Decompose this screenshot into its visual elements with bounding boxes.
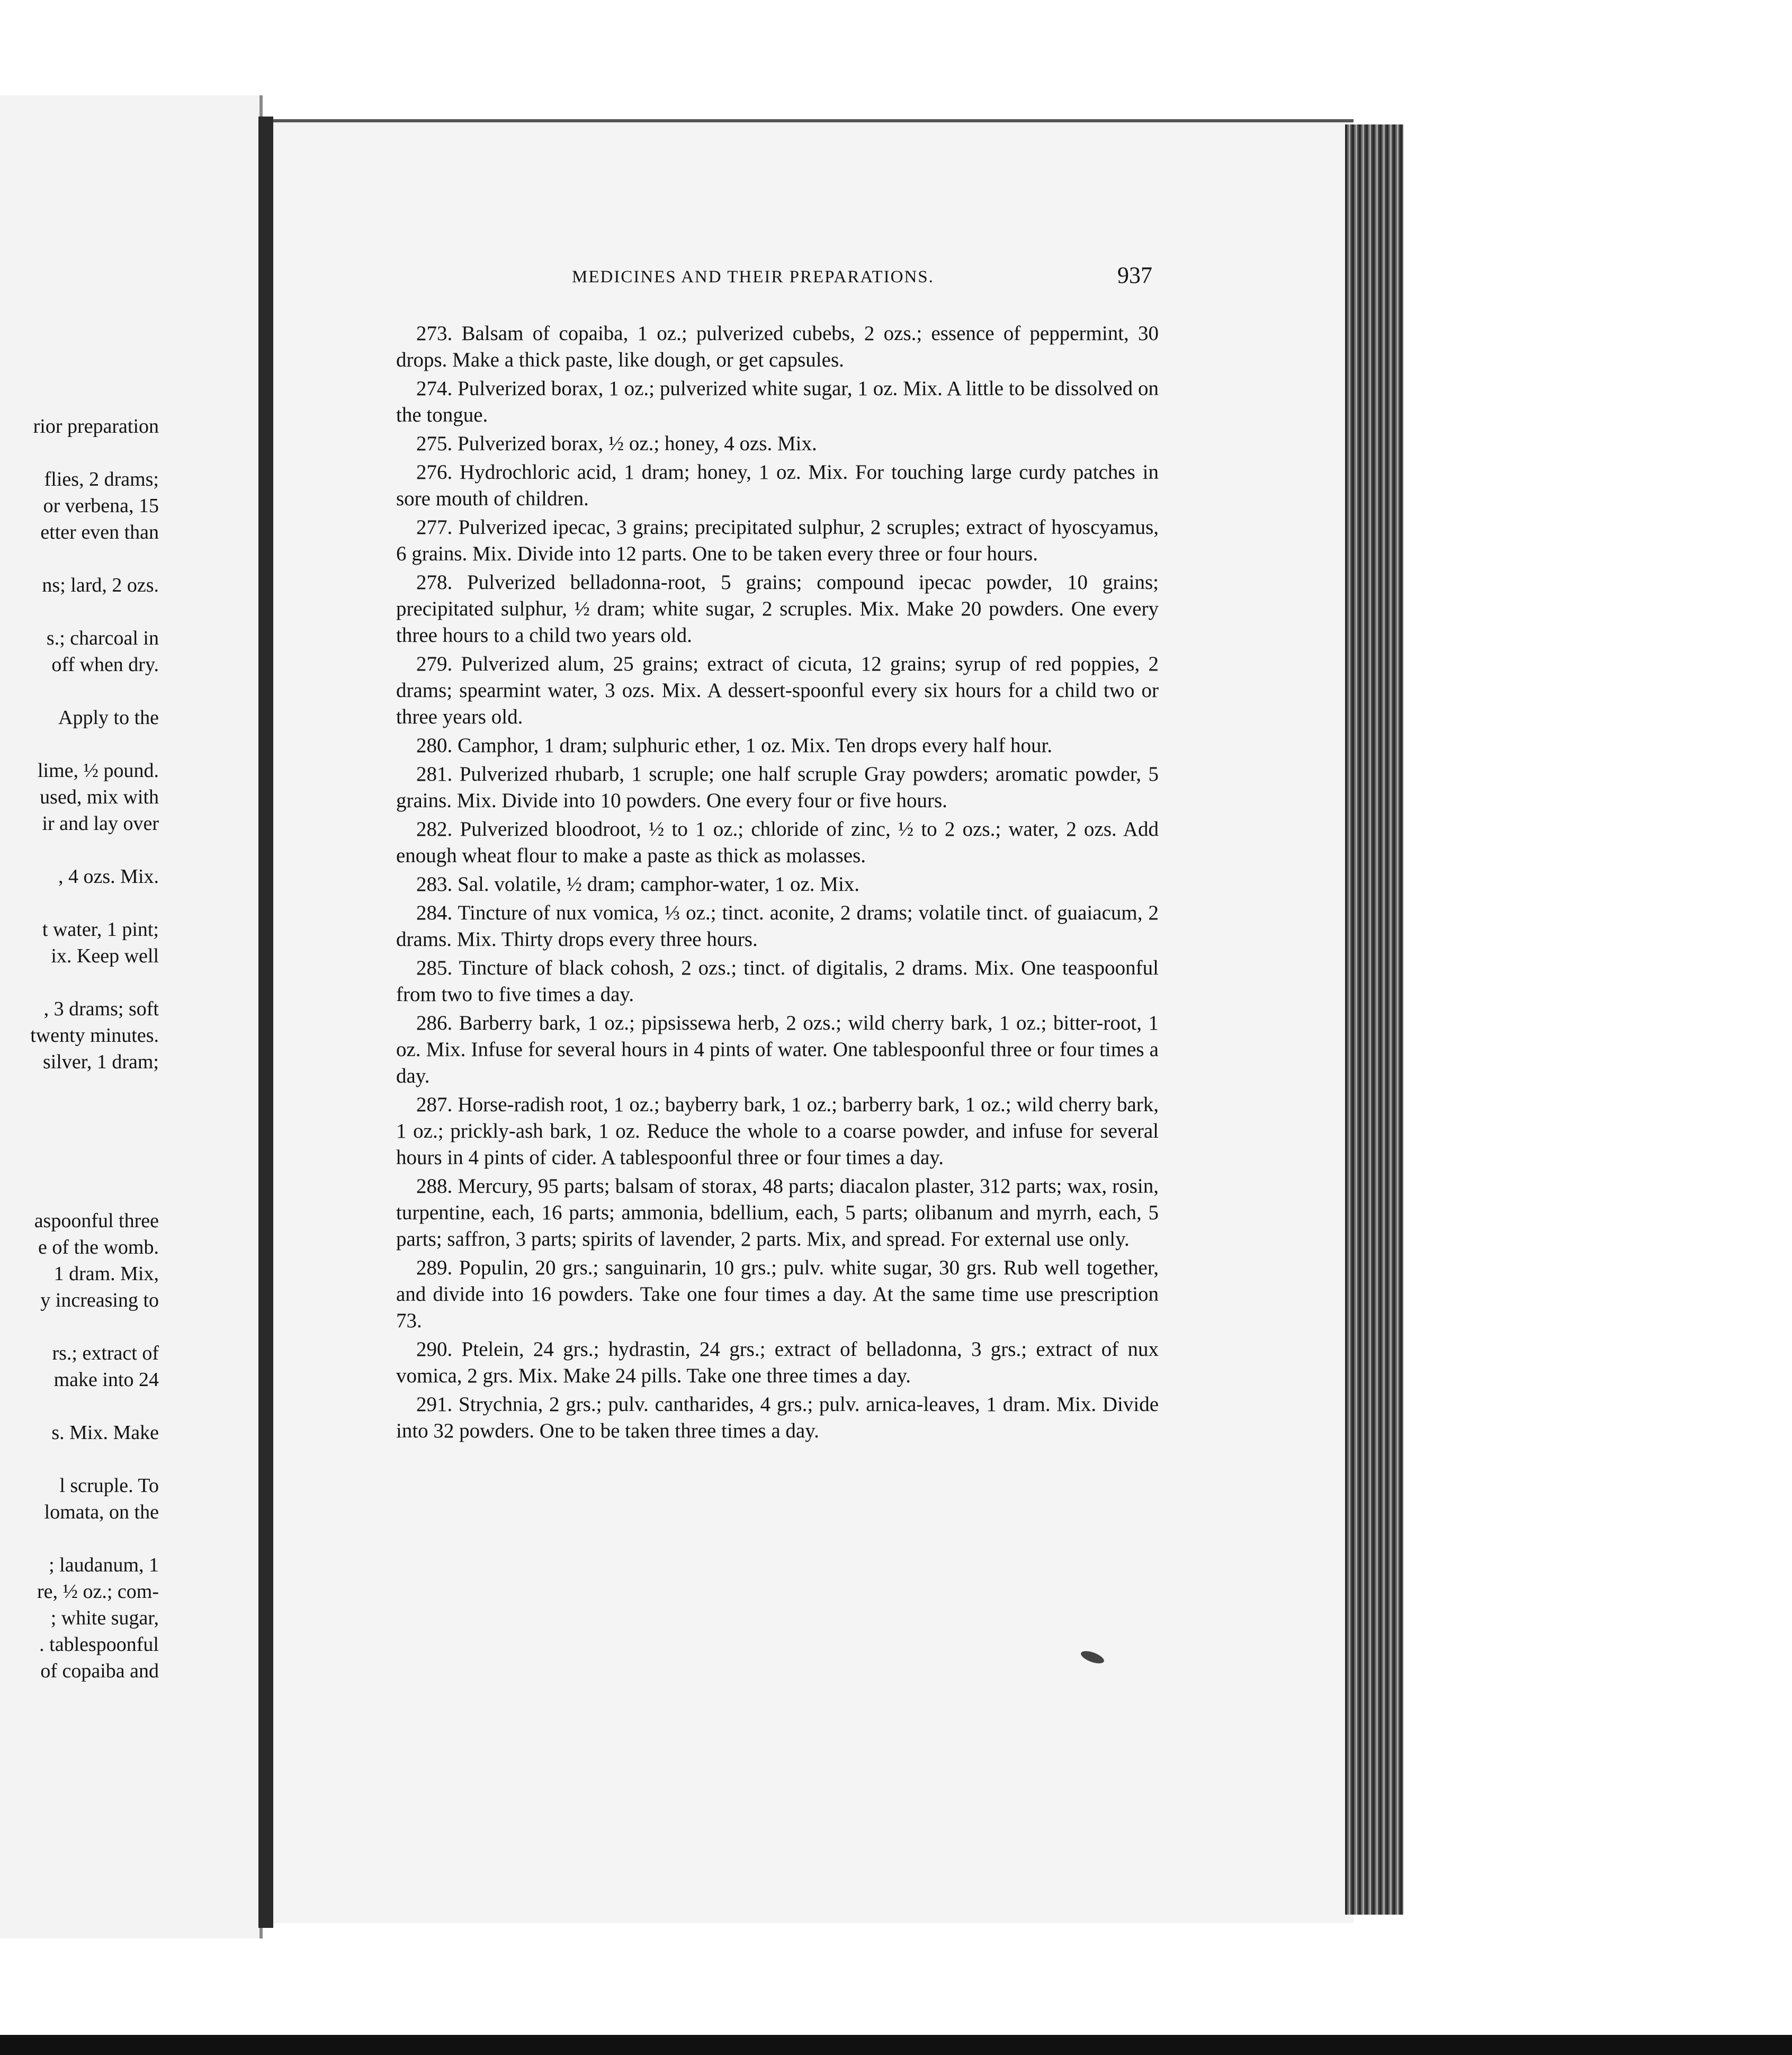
left-page-line: etter even than <box>40 521 159 543</box>
left-page-line <box>0 1128 159 1155</box>
left-page-line: t water, 1 pint; <box>42 918 159 941</box>
left-page-line: twenty minutes. <box>30 1024 159 1047</box>
left-page-line: , 3 drams; soft <box>43 998 159 1020</box>
book-gutter <box>258 117 273 1928</box>
left-page-line <box>0 1446 159 1472</box>
left-page-line: s. Mix. Make <box>51 1422 159 1444</box>
left-page-line: silver, 1 dram; <box>42 1051 159 1073</box>
left-page-line: , 4 ozs. Mix. <box>58 865 159 888</box>
left-page-line <box>0 1181 159 1208</box>
left-page-line <box>0 678 159 704</box>
page-number: 937 <box>1117 262 1152 288</box>
prescription-paragraph: 279. Pulverized alum, 25 grains; extract of cicuta, 12 grains; syrup of red poppies, 2 drams; spearmint water, 3 ozs. Mix. A dessert-spoonful every six hours for a child two or three years old. <box>396 653 1159 728</box>
left-page-line: flies, 2 drams; <box>44 468 159 490</box>
left-page-line: y increasing to <box>40 1289 159 1311</box>
left-page-line <box>0 1155 159 1181</box>
left-page-line: rs.; extract of <box>52 1342 159 1364</box>
page-edges <box>1345 124 1403 1915</box>
prescription-paragraph: 288. Mercury, 95 parts; balsam of storax, 48 parts; diacalon plaster, 312 parts; wax, rosin, turpentine, each, 16 parts; ammonia, bdellium, each, 5 parts; olibanum and myrrh, each, 5 parts; saffron, 3 parts; spirits of lavender, 2 parts. Mix, and spread. For external use only. <box>396 1175 1159 1250</box>
left-page-line <box>0 546 159 572</box>
left-page-line: ns; lard, 2 ozs. <box>42 574 159 596</box>
scan-bottom-border <box>0 2035 1792 2055</box>
left-page-line <box>0 440 159 466</box>
left-page-line: make into 24 <box>53 1369 159 1391</box>
left-page-line <box>0 969 159 996</box>
left-page-line <box>0 890 159 916</box>
prescription-list <box>396 320 1159 1446</box>
prescription-paragraph: 287. Horse-radish root, 1 oz.; bayberry bark, 1 oz.; barberry bark, 1 oz.; wild cherry bark, 1 oz.; prickly-ash bark, 1 oz. Reduce the whole to a coarse powder, and infuse for several hours in 4 pints of cider. A tablespoonful three or four times a day. <box>396 1093 1159 1169</box>
prescription-paragraph: 277. Pulverized ipecac, 3 grains; precipitated sulphur, 2 scruples; extract of hyoscyamus, 6 grains. Mix. Divide into 12 parts. One to be taken every three or four hours. <box>396 516 1159 565</box>
left-page-line: ; laudanum, 1 <box>49 1554 159 1576</box>
prescription-paragraph: 286. Barberry bark, 1 oz.; pipsissewa herb, 2 ozs.; wild cherry bark, 1 oz.; bitter-root, 1 oz. Mix. Infuse for several hours in 4 pints of water. One tablespoonful three or four times a day. <box>396 1012 1159 1087</box>
left-page-line <box>0 1393 159 1419</box>
left-page-line <box>0 1525 159 1552</box>
left-page-text <box>0 413 159 1684</box>
prescription-paragraph: 278. Pulverized belladonna-root, 5 grains; compound ipecac powder, 10 grains; precipitated sulphur, ½ dram; white sugar, 2 scruples. Mix. Make 20 powders. One every three hours to a child two years old. <box>396 571 1159 647</box>
left-page <box>0 95 263 1938</box>
left-page-line: lomata, on the <box>44 1501 159 1523</box>
left-page-line: of copaiba and <box>40 1660 159 1682</box>
prescription-paragraph: 291. Strychnia, 2 grs.; pulv. cantharides, 4 grs.; pulv. arnica-leaves, 1 dram. Mix. Divide into 32 powders. One to be taken three times a day. <box>396 1393 1159 1442</box>
left-page-line <box>0 837 159 863</box>
prescription-paragraph: 276. Hydrochloric acid, 1 dram; honey, 1 oz. Mix. For touching large curdy patches in sore mouth of children. <box>396 461 1159 510</box>
left-page-line: e of the womb. <box>38 1236 159 1258</box>
prescription-paragraph: 289. Populin, 20 grs.; sanguinarin, 10 grs.; pulv. white sugar, 30 grs. Rub well together, and divide into 16 powders. Take one four times a day. At the same time use prescription 73. <box>396 1256 1159 1332</box>
left-page-line: l scruple. To <box>59 1475 159 1497</box>
prescription-paragraph: 285. Tincture of black cohosh, 2 ozs.; tinct. of digitalis, 2 drams. Mix. One teaspoonful from two to five times a day. <box>396 957 1159 1006</box>
left-page-line: aspoonful three <box>34 1210 159 1232</box>
prescription-paragraph: 274. Pulverized borax, 1 oz.; pulverized white sugar, 1 oz. Mix. A little to be dissolved on the tongue. <box>396 377 1159 426</box>
left-page-line: or verbena, 15 <box>43 495 159 517</box>
left-page-line <box>0 731 159 757</box>
prescription-paragraph: 282. Pulverized bloodroot, ½ to 1 oz.; chloride of zinc, ½ to 2 ozs.; water, 2 ozs. Add enough wheat flour to make a paste as thick as molasses. <box>396 818 1159 867</box>
left-page-line: . tablespoonful <box>39 1633 159 1656</box>
prescription-paragraph: 281. Pulverized rhubarb, 1 scruple; one half scruple Gray powders; aromatic powder, 5 grains. Mix. Divide into 10 powders. One every four or five hours. <box>396 763 1159 812</box>
left-page-line: ; white sugar, <box>50 1607 159 1629</box>
prescription-paragraph: 290. Ptelein, 24 grs.; hydrastin, 24 grs.; extract of belladonna, 3 grs.; extract of nux vomica, 2 grs. Mix. Make 24 pills. Take one three times a day. <box>396 1338 1159 1387</box>
left-page-line <box>0 1075 159 1102</box>
left-page-line: 1 dram. Mix, <box>53 1263 159 1285</box>
left-page-line <box>0 1102 159 1128</box>
left-page-line: lime, ½ pound. <box>37 760 159 782</box>
prescription-paragraph: 273. Balsam of copaiba, 1 oz.; pulverized cubebs, 2 ozs.; essence of peppermint, 30 drops. Make a thick paste, like dough, or get capsules. <box>396 322 1159 371</box>
left-page-line: used, mix with <box>40 786 159 808</box>
left-page-line: off when dry. <box>51 654 159 676</box>
left-page-line: re, ½ oz.; com- <box>37 1580 159 1603</box>
running-head: MEDICINES AND THEIR PREPARATIONS. <box>572 267 934 287</box>
left-page-line: ix. Keep well <box>51 945 159 967</box>
prescription-paragraph: 275. Pulverized borax, ½ oz.; honey, 4 ozs. Mix. <box>416 432 817 455</box>
left-page-line: Apply to the <box>58 707 159 729</box>
left-page-line <box>0 1314 159 1340</box>
left-page-line: ir and lay over <box>42 812 159 835</box>
prescription-paragraph: 283. Sal. volatile, ½ dram; camphor-water, 1 oz. Mix. <box>416 873 860 896</box>
left-page-line: s.; charcoal in <box>46 627 159 649</box>
prescription-paragraph: 284. Tincture of nux vomica, ⅓ oz.; tinct. aconite, 2 drams; volatile tinct. of guaiacum, 2 drams. Mix. Thirty drops every three hours. <box>396 901 1159 951</box>
left-page-line <box>0 598 159 625</box>
prescription-paragraph: 280. Camphor, 1 dram; sulphuric ether, 1 oz. Mix. Ten drops every half hour. <box>416 734 1053 757</box>
left-page-line: rior preparation <box>33 415 159 437</box>
